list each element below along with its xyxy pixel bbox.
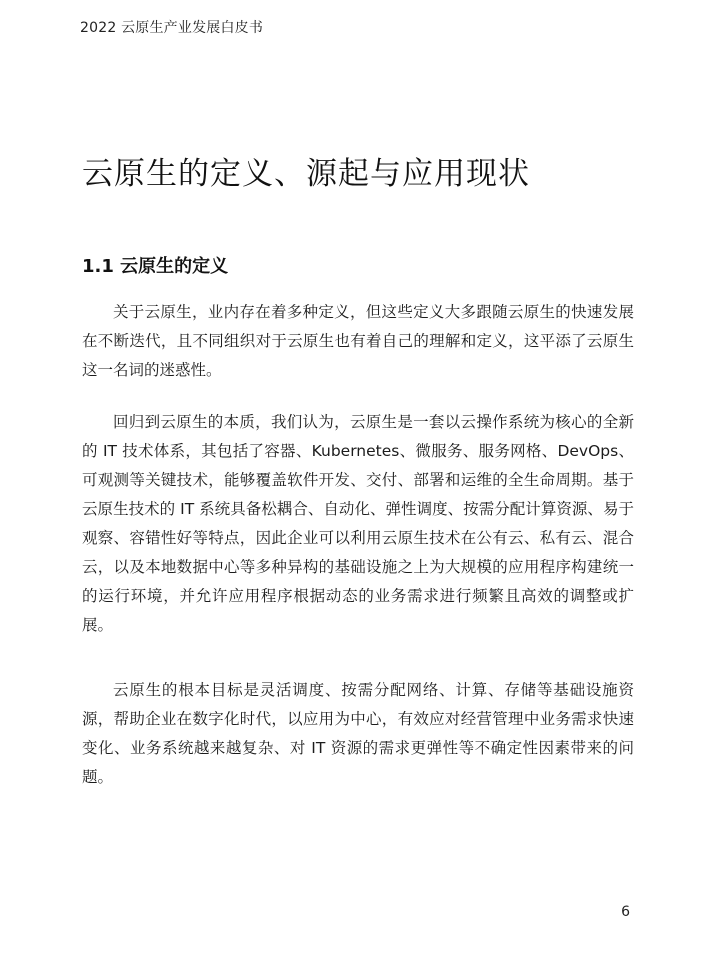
body-paragraph-3: 云原生的根本目标是灵活调度、按需分配网络、计算、存储等基础设施资源，帮助企业在数字化时代，以应用为中心，有效应对经营管理中业务需求快速变化、业务系统越来越复杂、对 IT 资源的需求更弹性等不确定性因素带来的问题。 xyxy=(82,681,634,786)
running-header: 2022 云原生产业发展白皮书 xyxy=(80,20,264,36)
page-number: 6 xyxy=(621,904,630,920)
body-paragraph-1: 关于云原生，业内存在着多种定义，但这些定义大多跟随云原生的快速发展在不断迭代，且不同组织对于云原生也有着自己的理解和定义，这平添了云原生这一名词的迷惑性。 xyxy=(82,303,634,379)
chapter-title: 云原生的定义、源起与应用现状 xyxy=(82,156,530,192)
section-heading: 1.1 云原生的定义 xyxy=(82,256,229,277)
body-paragraph-2: 回归到云原生的本质，我们认为，云原生是一套以云操作系统为核心的全新的 IT 技术体系，其包括了容器、Kubernetes、微服务、服务网格、DevOps、可观测等关键技术，能够覆盖软件开发、交付、部署和运维的全生命周期。基于云原生技术的 IT 系统具备松耦合、自动化、弹性调度、按需分配计算资源、易于观察、容错性好等特点，因此企业可以利用云原生技术在公有云、私有云、混合云，以及本地数据中心等多种异构的基础设施之上为大规模的应用程序构建统一的运行环境，并允许应用程序根据动态的业务需求进行频繁且高效的调整或扩展。 xyxy=(82,413,634,634)
